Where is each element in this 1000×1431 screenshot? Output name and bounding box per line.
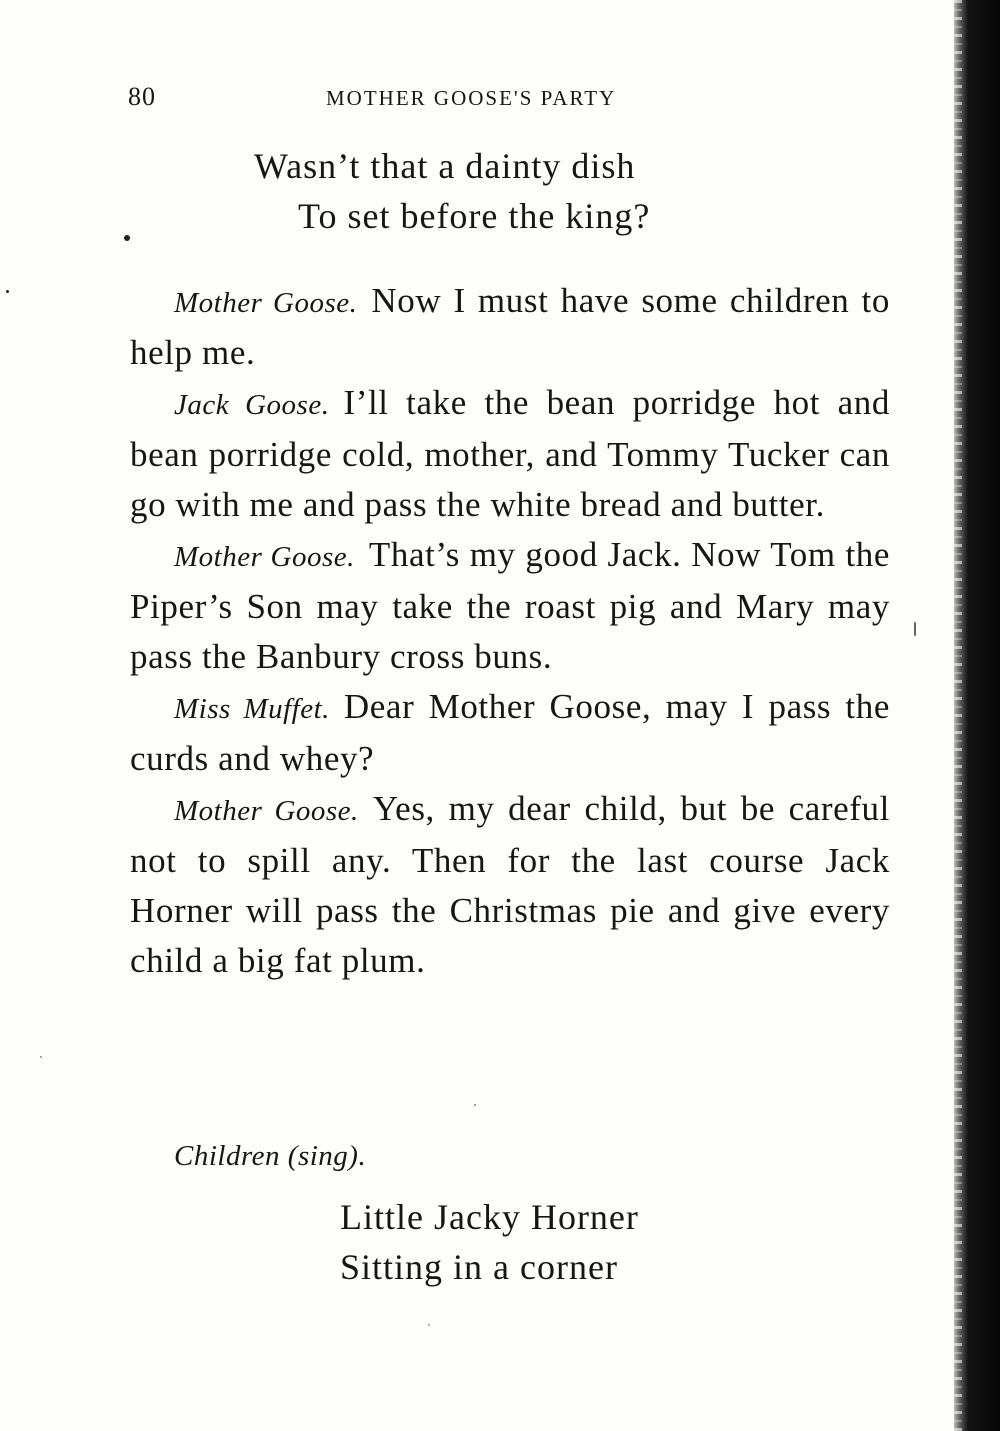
verse-line: To set before the king? (298, 196, 651, 236)
book-title: MOTHER GOOSE'S PARTY (326, 86, 617, 110)
dialogue-text: That’s my good Jack. Now Tom the Piper’s Son may take the roast pig and Mary may pass the Banbury cross buns. (130, 535, 890, 676)
dialogue-paragraph (130, 682, 890, 784)
dialogue-paragraph (130, 784, 890, 986)
speaker-name: Mother Goose. (174, 795, 359, 827)
scan-speck (6, 290, 9, 293)
scan-speck (428, 1324, 430, 1326)
dialogue-paragraph (130, 530, 890, 682)
speaker-name: Miss Muffet. (174, 693, 330, 725)
scan-speck (40, 1056, 42, 1058)
running-head (128, 82, 693, 112)
dialogue-paragraph (130, 276, 890, 378)
scan-speck (124, 235, 130, 241)
stage-direction (174, 1140, 366, 1173)
verse-line: Wasn’t that a dainty dish (254, 146, 636, 186)
stage-direction-text: (sing). (287, 1140, 367, 1172)
dialogue-text: I’ll take the bean porridge hot and bean porridge cold, mother, and Tommy Tucker can go with me and pass the white bread and butter. (130, 383, 891, 524)
dialogue-text: Dear Mother Goose, may I pass the curds and whey? (130, 687, 890, 778)
dialogue-text: Now I must have some children to help me. (130, 281, 890, 372)
verse-top (254, 141, 650, 241)
dialogue-text: Yes, my dear child, but be careful not to spill any. Then for the last course Jack Horner will pass the Christmas pie and give every child a big fat plum. (130, 789, 890, 980)
verse-bottom (340, 1192, 639, 1292)
binding-edge (954, 0, 1000, 1431)
dialogue (130, 276, 890, 986)
speaker-name: Mother Goose. (174, 287, 358, 319)
verse-line: Sitting in a corner (340, 1247, 618, 1287)
speaker-name: Mother Goose. (174, 541, 355, 573)
stage-speaker: Children (174, 1140, 281, 1172)
speaker-name: Jack Goose. (174, 389, 330, 421)
dialogue-paragraph (130, 378, 890, 530)
scan-speck (914, 622, 916, 636)
verse-line: Little Jacky Horner (340, 1197, 639, 1237)
scan-speck (474, 1104, 476, 1106)
page-number: 80 (128, 82, 156, 111)
